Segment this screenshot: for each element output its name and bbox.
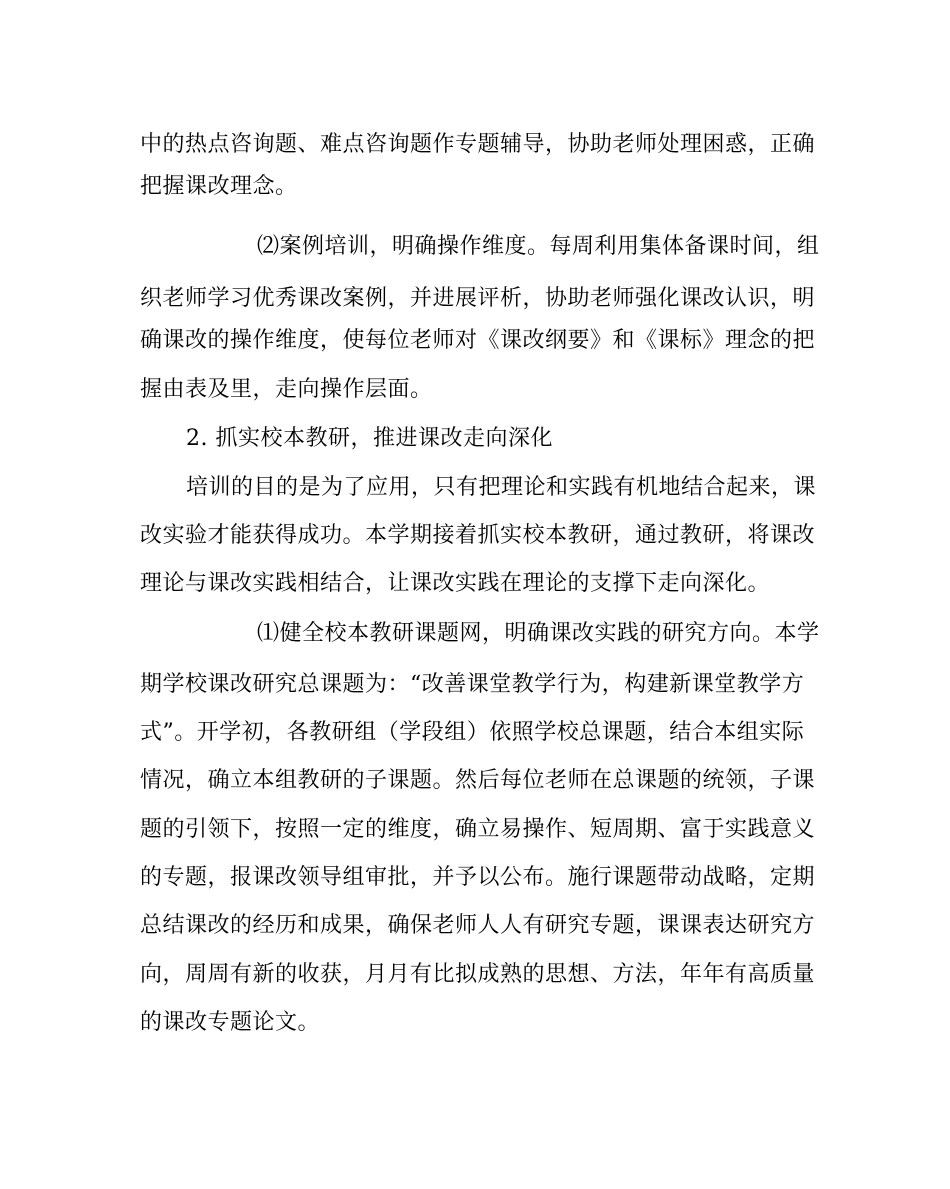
text-line: 培训的目的是为了应用，只有把理论和实践有机地结合起来，课 — [186, 475, 817, 500]
text-line: 情况，确立本组教研的子课题。然后每位老师在总课题的统领，子课 — [140, 768, 816, 793]
text-line: ⑴健全校本教研课题网，明确课改实践的研究方向。本学 — [257, 621, 820, 646]
text-line: 题的引领下，按照一定的维度，确立易操作、短周期、富于实践意义 — [140, 817, 816, 842]
text-line: ⑵案例培训，明确操作维度。每周利用集体备课时间，组 — [257, 234, 820, 259]
text-line: 式”。开学初，各教研组（学段组）依照学校总课题，结合本组实际 — [140, 720, 805, 745]
text-line: 期学校课改研究总课题为：“改善课堂教学行为，构建新课堂教学方 — [140, 672, 805, 697]
section-heading: 2. 抓实校本教研，推进课改走向深化 — [186, 426, 553, 451]
text-line: 理论与课改实践相结合，让课改实践在理论的支撑下走向深化。 — [140, 571, 771, 596]
text-line: 确课改的操作维度，使每位老师对《课改纲要》和《课标》理念的把 — [140, 328, 816, 353]
text-line: 向，周周有新的收获，月月有比拟成熟的思想、方法，年年有高质量 — [140, 962, 816, 987]
text-line: 中的热点咨询题、难点咨询题作专题辅导，协助老师处理困惑，正确 — [140, 132, 816, 157]
text-line: 改实验才能获得成功。本学期接着抓实校本教研，通过教研，将课改 — [140, 523, 816, 548]
text-line: 总结课改的经历和成果，确保老师人人有研究专题，课课表达研究方 — [140, 913, 816, 938]
text-line: 织老师学习优秀课改案例，并进展评析，协助老师强化课改认识，明 — [140, 286, 816, 311]
text-line: 把握课改理念。 — [140, 174, 298, 199]
text-line: 的专题，报课改领导组审批，并予以公布。施行课题带动战略，定期 — [140, 865, 816, 890]
text-line: 握由表及里，走向操作层面。 — [140, 377, 433, 402]
text-line: 的课改专题论文。 — [140, 1010, 321, 1035]
